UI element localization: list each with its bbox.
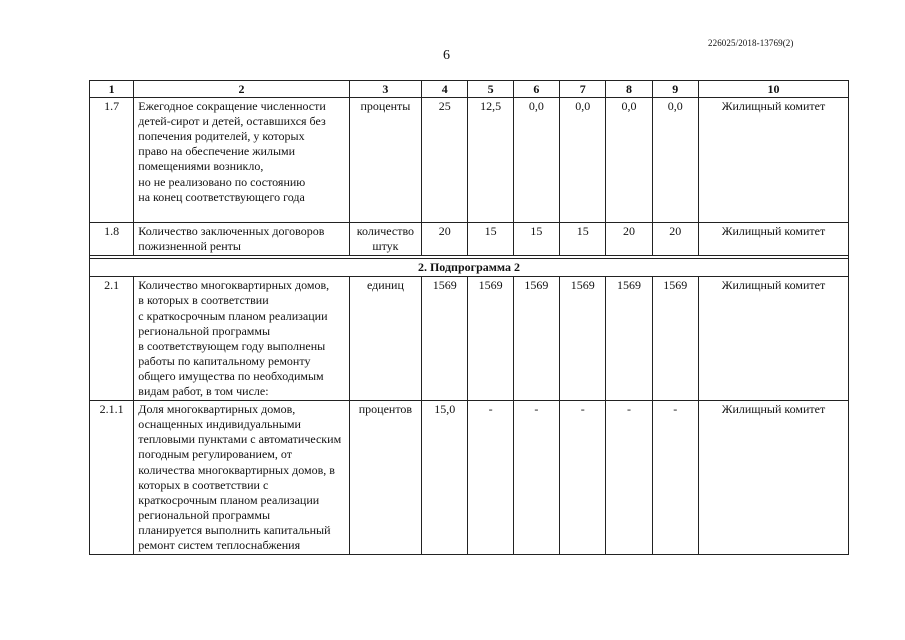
value-cell: 15,0: [422, 401, 468, 555]
value-cell: 12,5: [468, 98, 513, 223]
value-cell: 0,0: [652, 98, 698, 223]
header-cell: 9: [652, 81, 698, 98]
value-cell: -: [468, 401, 513, 555]
value-cell: 15: [513, 223, 559, 256]
responsible-cell: Жилищный комитет: [698, 223, 848, 256]
indicator-name: Ежегодное сокращение численности детей-сирот и детей, оставшихся без попечения родителей, у которых право на обеспечение жилыми помещениями возникло, но не реализовано по состоянию на конец соответствующего года: [134, 98, 349, 223]
section-row: [90, 259, 849, 277]
value-cell: 15: [560, 223, 606, 256]
row-number: 1.7: [90, 98, 134, 223]
value-cell: 1569: [468, 277, 513, 401]
header-cell: 10: [698, 81, 848, 98]
indicators-table: [89, 80, 849, 555]
value-cell: 15: [468, 223, 513, 256]
unit-cell: единиц: [349, 277, 421, 401]
value-cell: 1569: [606, 277, 652, 401]
header-cell: 7: [560, 81, 606, 98]
header-cell: 2: [134, 81, 349, 98]
value-cell: 0,0: [560, 98, 606, 223]
row-number: 1.8: [90, 223, 134, 256]
page-number: 6: [443, 48, 450, 63]
unit-cell: проценты: [349, 98, 421, 223]
header-cell: 6: [513, 81, 559, 98]
value-cell: 1569: [652, 277, 698, 401]
value-cell: 0,0: [606, 98, 652, 223]
value-cell: 1569: [560, 277, 606, 401]
row-number: 2.1: [90, 277, 134, 401]
header-row: [90, 81, 849, 98]
header-cell: 5: [468, 81, 513, 98]
header-cell: 1: [90, 81, 134, 98]
value-cell: 1569: [422, 277, 468, 401]
value-cell: 1569: [513, 277, 559, 401]
responsible-cell: Жилищный комитет: [698, 401, 848, 555]
value-cell: -: [560, 401, 606, 555]
header-cell: 8: [606, 81, 652, 98]
value-cell: -: [513, 401, 559, 555]
row-number: 2.1.1: [90, 401, 134, 555]
table-row: [90, 223, 849, 256]
value-cell: 20: [652, 223, 698, 256]
indicator-name: Количество заключенных договоров пожизненной ренты: [134, 223, 349, 256]
indicator-name: Доля многоквартирных домов, оснащенных индивидуальными тепловыми пунктами с автоматическим погодным регулированием, от количества многоквартирных домов, в которых в соответствии с краткосрочным планом реализации региональной программы планируется выполнить капитальный ремонт систем теплоснабжения: [134, 401, 349, 555]
value-cell: -: [606, 401, 652, 555]
value-cell: 20: [422, 223, 468, 256]
document-id: 226025/2018-13769(2): [708, 38, 794, 48]
header-cell: 3: [349, 81, 421, 98]
unit-cell: количество штук: [349, 223, 421, 256]
unit-cell: процентов: [349, 401, 421, 555]
section-title: 2. Подпрограмма 2: [90, 259, 849, 277]
value-cell: 25: [422, 98, 468, 223]
header-cell: 4: [422, 81, 468, 98]
value-cell: 20: [606, 223, 652, 256]
responsible-cell: Жилищный комитет: [698, 277, 848, 401]
indicator-name: Количество многоквартирных домов, в которых в соответствии с краткосрочным планом реализации региональной программы в соответствующем году выполнены работы по капитальному ремонту общего имущества по необходимым видам работ, в том числе:: [134, 277, 349, 401]
value-cell: 0,0: [513, 98, 559, 223]
table-row: [90, 401, 849, 555]
table-row: [90, 98, 849, 223]
table-row: [90, 277, 849, 401]
responsible-cell: Жилищный комитет: [698, 98, 848, 223]
value-cell: -: [652, 401, 698, 555]
